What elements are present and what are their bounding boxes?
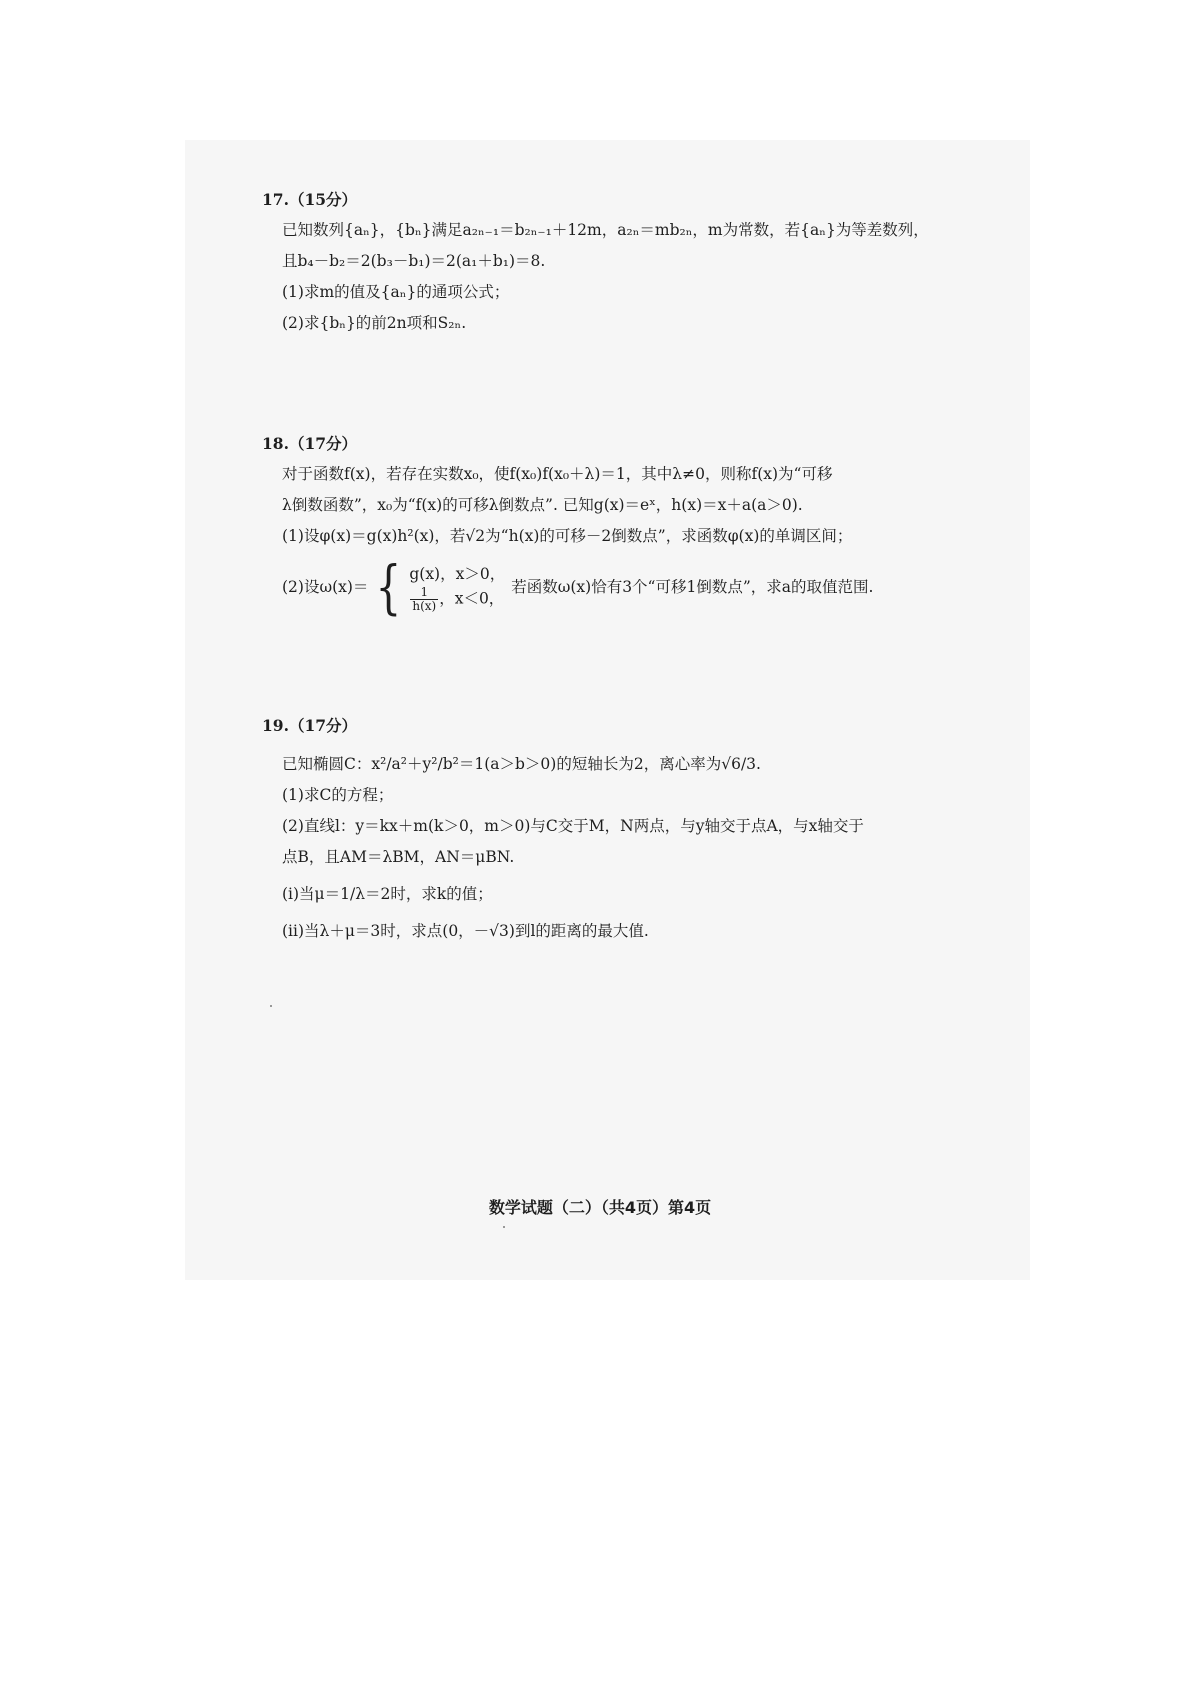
question-18-line-1: 对于函数f(x)，若存在实数x₀，使f(x₀)f(x₀＋λ)＝1，其中λ≠0，则称f(x)为“可移	[282, 465, 833, 483]
question-18-head: 18.（17分）	[262, 434, 358, 453]
question-17-line-1: 已知数列{aₙ}，{bₙ}满足a₂ₙ₋₁＝b₂ₙ₋₁＋12m，a₂ₙ＝mb₂ₙ，m为常数，若{aₙ}为等差数列，	[282, 221, 929, 239]
question-18-line-2: λ倒数函数”，x₀为“f(x)的可移λ倒数点”. 已知g(x)＝eˣ，h(x)＝x＋a(a＞0).	[282, 496, 803, 514]
question-18-part-1: (1)设φ(x)＝g(x)h²(x)，若√2为“h(x)的可移－2倒数点”，求函数φ(x)的单调区间；	[282, 527, 853, 545]
question-19-part-1: (1)求C的方程；	[282, 786, 394, 804]
question-19-head: 19.（17分）	[262, 716, 358, 735]
question-17-part-2: (2)求{bₙ}的前2n项和S₂ₙ.	[282, 314, 467, 332]
fraction-numerator: 1	[410, 586, 438, 600]
question-19	[262, 710, 864, 947]
ellipse-equation: x²/a²＋y²/b²＝1(a＞b＞0)	[371, 755, 557, 773]
ellipse-condition: 的短轴长为2，离心率为	[556, 755, 722, 773]
scan-speck	[503, 1226, 505, 1228]
question-17-head: 17.（15分）	[262, 190, 358, 209]
question-19-part-2-cont: 点B，且AM＝λBM，AN＝μBN.	[282, 848, 515, 866]
question-17-part-1: (1)求m的值及{aₙ}的通项公式；	[282, 283, 510, 301]
question-17	[262, 184, 929, 339]
case-1: g(x)，x＞0，	[409, 564, 506, 583]
case-2-fraction	[410, 586, 438, 613]
eccentricity-value: √6/3.	[721, 755, 761, 773]
part-2-prefix: (2)设ω(x)＝	[282, 577, 369, 596]
question-17-line-2: 且b₄－b₂＝2(b₃－b₁)＝2(a₁＋b₁)＝8.	[282, 252, 546, 270]
fraction-denominator: h(x)	[412, 598, 437, 613]
question-18	[262, 428, 874, 621]
ellipse-intro: 已知椭圆C：	[282, 755, 372, 773]
question-19-sub-i: (ⅰ)当μ＝1/λ＝2时，求k的值；	[282, 885, 493, 903]
question-19-line-1	[262, 749, 864, 780]
case-2	[409, 586, 505, 613]
scan-speck	[270, 1005, 272, 1007]
question-19-part-2: (2)直线l：y＝kx＋m(k＞0，m＞0)与C交于M，N两点，与y轴交于点A，与x轴交于	[282, 817, 864, 835]
page-footer: 数学试题（二）（共4页）第4页	[488, 1198, 712, 1217]
case-2-condition: ，x＜0，	[439, 589, 505, 607]
piecewise-cases	[409, 562, 505, 613]
part-2-question: 若函数ω(x)恰有3个“可移1倒数点”，求a的取值范围.	[511, 577, 874, 596]
question-18-part-2	[262, 553, 874, 621]
piecewise-definition	[282, 553, 874, 621]
question-19-sub-ii: (ⅱ)当λ＋μ＝3时，求点(0，－√3)到l的距离的最大值.	[282, 922, 649, 940]
brace-icon: {	[375, 553, 402, 621]
